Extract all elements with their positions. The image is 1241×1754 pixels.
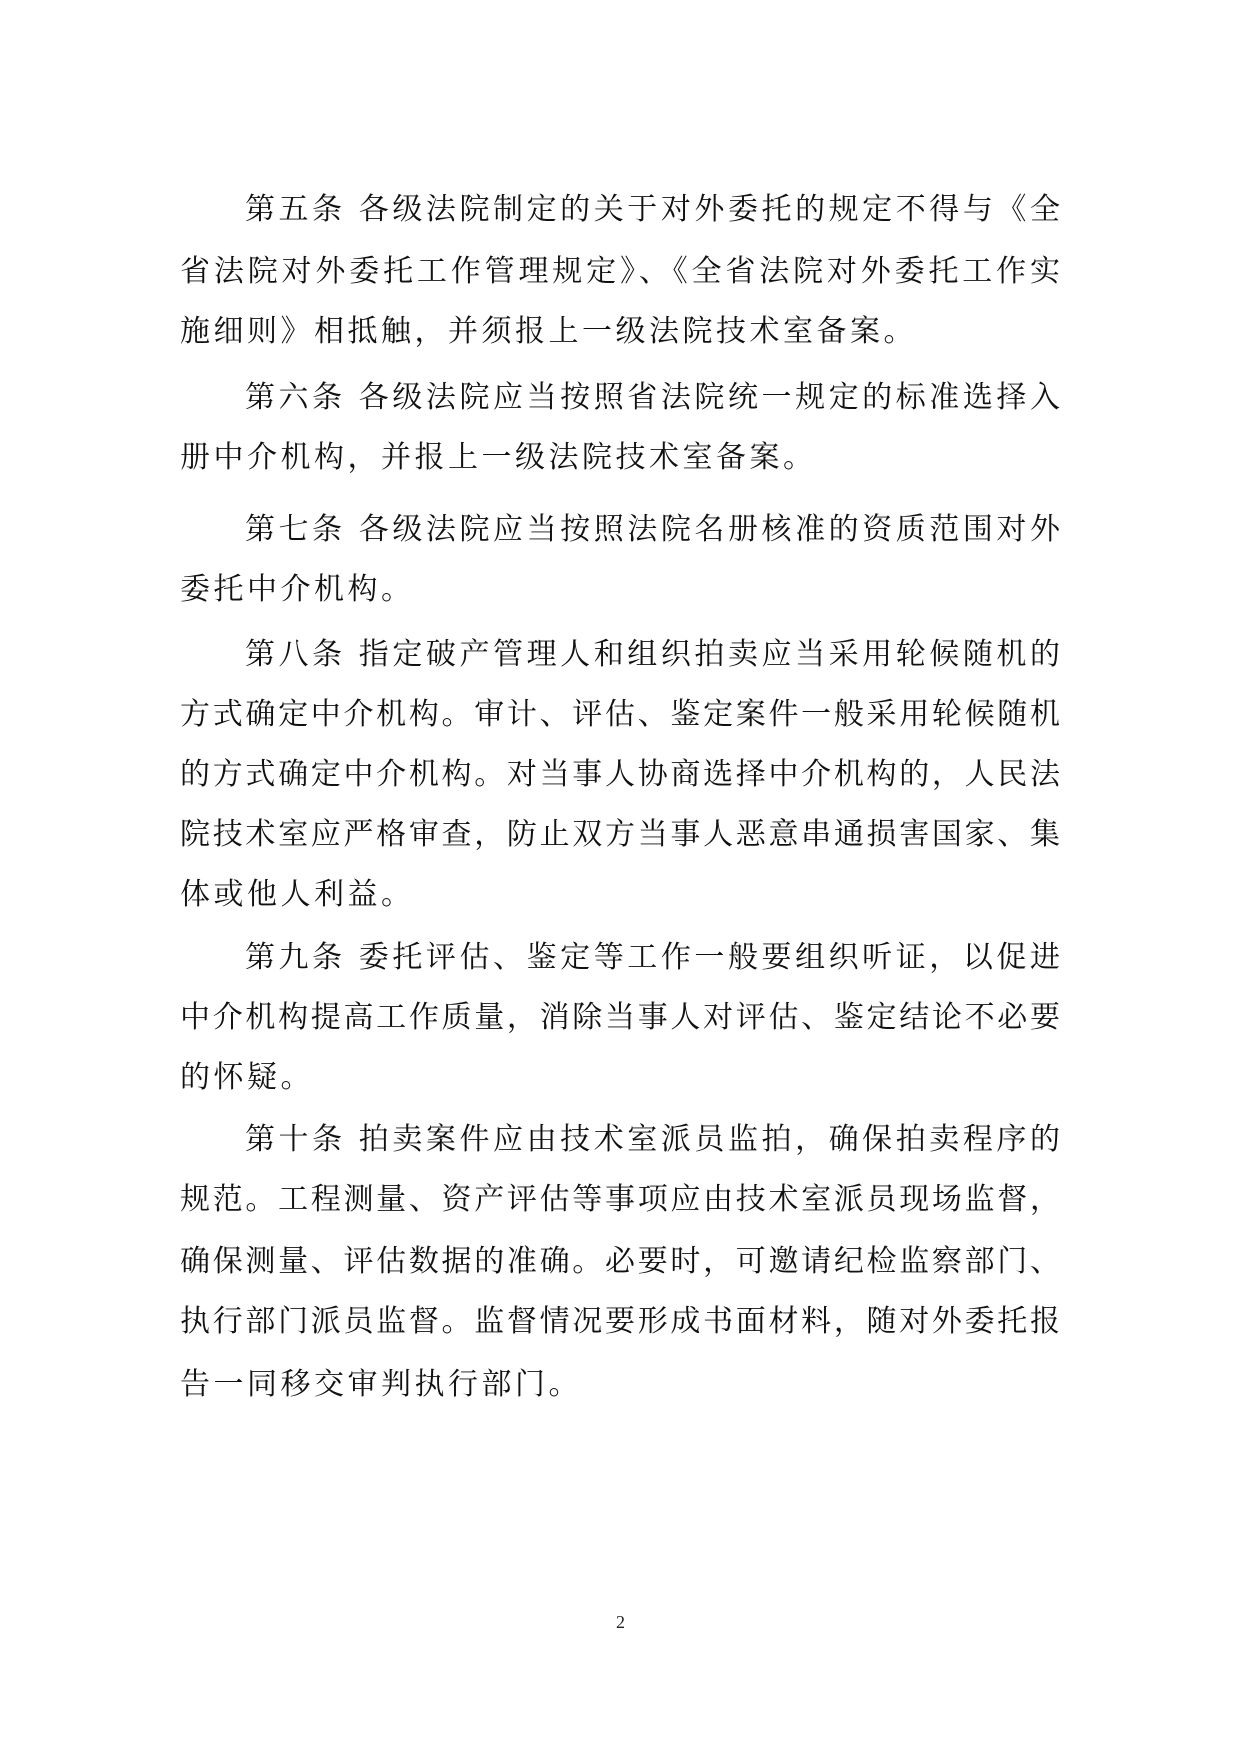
text-line: 告一同移交审判执行部门。 [180,1367,582,1402]
text-line: 执行部门派员监督。监督情况要形成书面材料，随对外委托报 [180,1304,1060,1339]
text-line: 施细则》相抵触，并须报上一级法院技术室备案。 [180,314,917,349]
text-line: 第七条 各级法院应当按照法院名册核准的资质范围对外 [245,512,1060,547]
text-line: 委托中介机构。 [180,572,415,607]
text-line: 确保测量、评估数据的准确。必要时，可邀请纪检监察部门、 [180,1244,1060,1279]
text-line: 第十条 拍卖案件应由技术室派员监拍，确保拍卖程序的 [245,1122,1060,1157]
text-line: 册中介机构，并报上一级法院技术室备案。 [180,440,817,475]
text-line: 第五条 各级法院制定的关于对外委托的规定不得与《全 [245,192,1060,227]
text-line: 方式确定中介机构。审计、评估、鉴定案件一般采用轮候随机 [180,697,1060,732]
text-line: 的怀疑。 [180,1060,314,1095]
text-line: 第六条 各级法院应当按照省法院统一规定的标准选择入 [245,380,1060,415]
text-line: 体或他人利益。 [180,877,415,912]
text-line: 的方式确定中介机构。对当事人协商选择中介机构的，人民法 [180,757,1060,792]
text-line: 中介机构提高工作质量，消除当事人对评估、鉴定结论不必要 [180,1000,1060,1035]
text-line: 规范。工程测量、资产评估等事项应由技术室派员现场监督， [180,1182,1060,1217]
text-line: 第八条 指定破产管理人和组织拍卖应当采用轮候随机的 [245,637,1060,672]
page-number: 2 [616,1612,625,1632]
text-line: 省法院对外委托工作管理规定》、《全省法院对外委托工作实 [180,254,1060,289]
text-line: 第九条 委托评估、鉴定等工作一般要组织听证，以促进 [245,940,1060,975]
text-line: 院技术室应严格审查，防止双方当事人恶意串通损害国家、集 [180,817,1060,852]
